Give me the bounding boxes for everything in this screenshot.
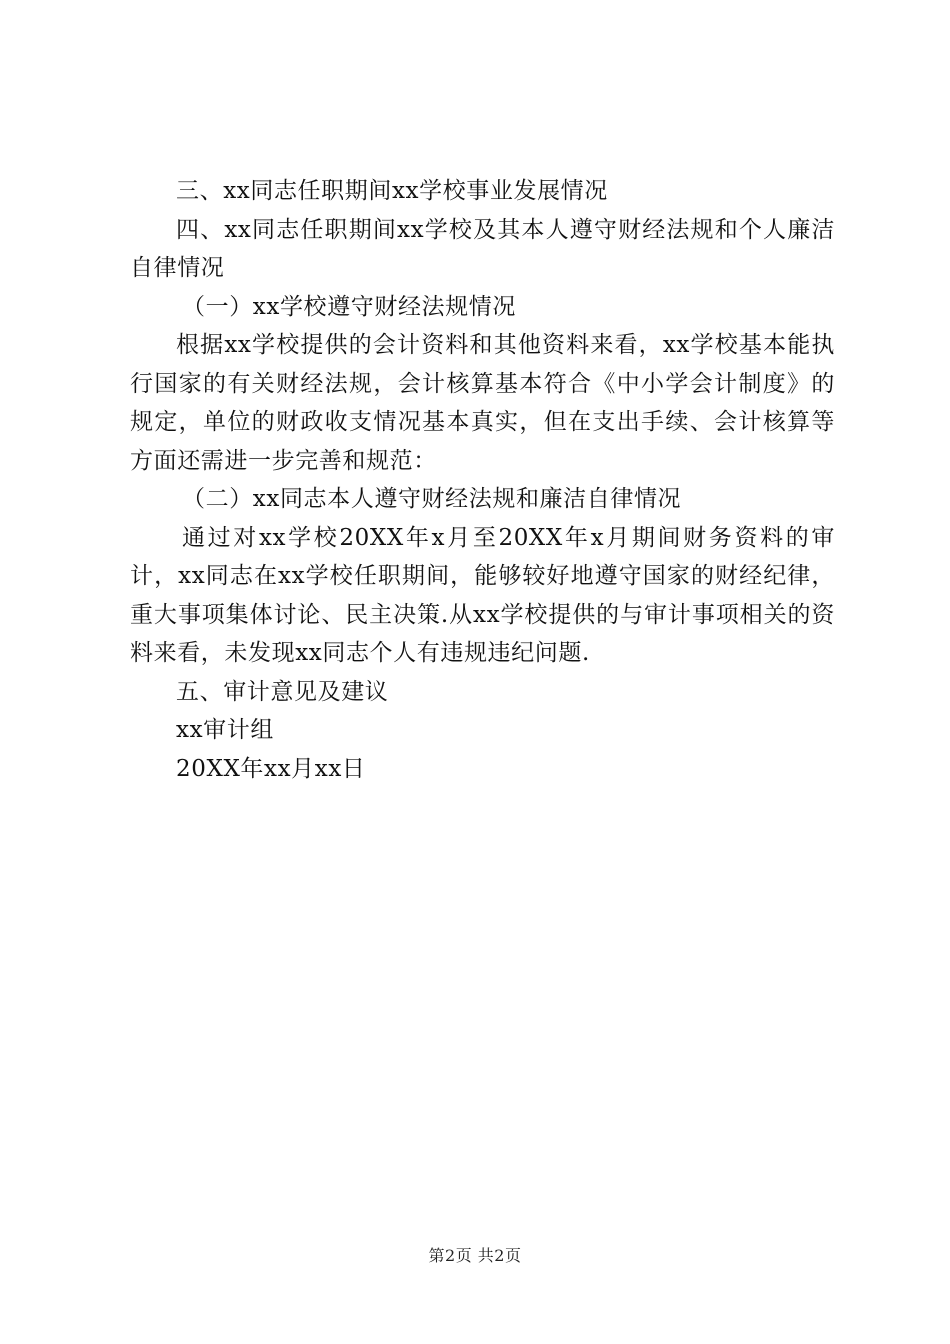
page-indicator: 第2页 共2页 — [428, 1246, 522, 1265]
document-body — [130, 172, 835, 788]
signature-date: 20XX年xx月xx日 — [176, 755, 366, 782]
subsection-heading-2: （二）xx同志本人遵守财经法规和廉洁自律情况 — [182, 486, 682, 512]
section-heading-5: 五、审计意见及建议 — [176, 678, 389, 705]
paragraph-audit-findings: 通过对xx学校20XX年x月至20XX年x月期间财务资料的审计，xx同志在xx学校任职期间，能够较好地遵守国家的财经纪律，重大事项集体讨论、民主决策.从xx学校提供的与审计事项相关的资料来看，未发现xx同志个人有违规违纪问题. — [130, 524, 835, 666]
signature-group: xx审计组 — [176, 717, 274, 743]
section-heading-4: 四、xx同志任职期间xx学校及其本人遵守财经法规和个人廉洁自律情况 — [130, 216, 835, 281]
section-heading-3: 三、xx同志任职期间xx学校事业发展情况 — [176, 178, 608, 204]
paragraph-compliance: 根据xx学校提供的会计资料和其他资料来看，xx学校基本能执行国家的有关财经法规，会计核算基本符合《中小学会计制度》的规定，单位的财政收支情况基本真实，但在支出手续、会计核算等方面还需进一步完善和规范： — [130, 332, 835, 474]
page-footer — [0, 1243, 950, 1266]
subsection-heading-1: （一）xx学校遵守财经法规情况 — [182, 293, 516, 320]
